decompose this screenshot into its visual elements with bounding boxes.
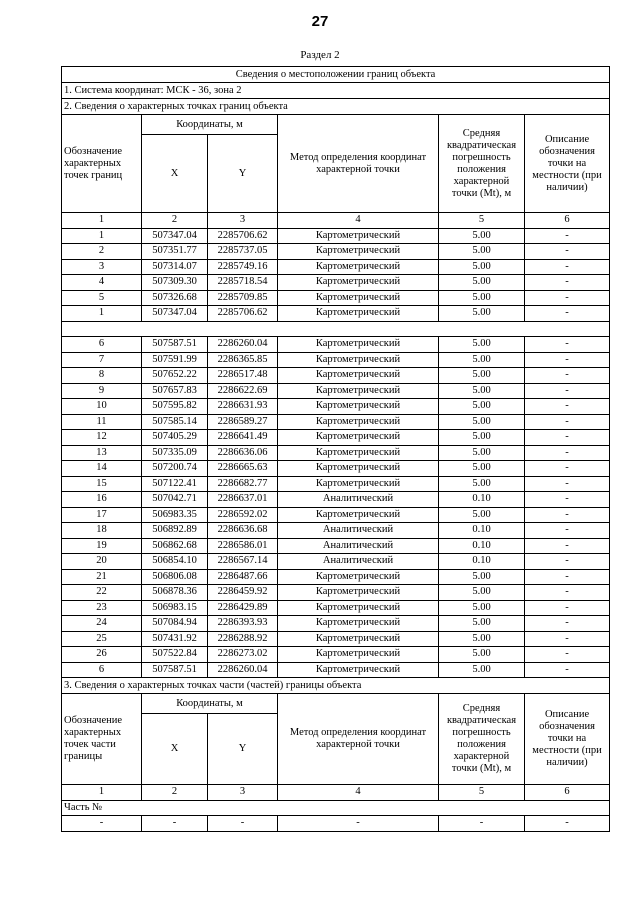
column-numbers-row	[62, 213, 610, 229]
header-method: Метод определения координат характерной точки	[278, 694, 439, 785]
table-row: 16 507042.71 2286637.01 Аналитический 0.10 -	[62, 492, 610, 508]
table-row: 14 507200.74 2286665.63 Картометрический 5.00 -	[62, 461, 610, 477]
header-coordinates: Координаты, м	[142, 694, 278, 714]
table-row: 17 506983.35 2286592.02 Картометрический 5.00 -	[62, 507, 610, 523]
table-row: - - - - - -	[62, 816, 610, 832]
col-number: 2	[142, 213, 208, 229]
col-number: 3	[208, 213, 278, 229]
table-row: 26 507522.84 2286273.02 Картометрический 5.00 -	[62, 647, 610, 663]
table-row: 12 507405.29 2286641.49 Картометрический 5.00 -	[62, 430, 610, 446]
header-y: Y	[208, 714, 278, 785]
table-row: 21 506806.08 2286487.66 Картометрический 5.00 -	[62, 569, 610, 585]
col-number: 1	[62, 785, 142, 801]
part-label: Часть №	[62, 800, 610, 816]
table-row: 9 507657.83 2286622.69 Картометрический 5.00 -	[62, 383, 610, 399]
boundary-table	[61, 66, 610, 832]
table-row: 1 507347.04 2285706.62 Картометрический 5.00 -	[62, 228, 610, 244]
section-label: Раздел 2	[300, 49, 340, 61]
coordinate-system: 1. Система координат: МСК - 36, зона 2	[62, 83, 610, 99]
table-row: 11 507585.14 2286589.27 Картометрический 5.00 -	[62, 414, 610, 430]
table-row: 20 506854.10 2286567.14 Аналитический 0.10 -	[62, 554, 610, 570]
section3-title: 3. Сведения о характерных точках части (частей) границы объекта	[62, 678, 610, 694]
table-row: 5 507326.68 2285709.85 Картометрический 5.00 -	[62, 290, 610, 306]
col-number: 4	[278, 785, 439, 801]
table-row: 13 507335.09 2286636.06 Картометрический 5.00 -	[62, 445, 610, 461]
header-designation: Обозначение характерных точек границ	[62, 115, 142, 213]
header-y: Y	[208, 135, 278, 213]
table-row: 22 506878.36 2286459.92 Картометрический 5.00 -	[62, 585, 610, 601]
table-row: 24 507084.94 2286393.93 Картометрический 5.00 -	[62, 616, 610, 632]
col-number: 6	[525, 213, 610, 229]
table-row: 4 507309.30 2285718.54 Картометрический 5.00 -	[62, 275, 610, 291]
table-row: 2 507351.77 2285737.05 Картометрический 5.00 -	[62, 244, 610, 260]
col-number: 2	[142, 785, 208, 801]
table-row: 3 507314.07 2285749.16 Картометрический 5.00 -	[62, 259, 610, 275]
section2-title: 2. Сведения о характерных точках границ объекта	[62, 99, 610, 115]
table-row: 23 506983.15 2286429.89 Картометрический 5.00 -	[62, 600, 610, 616]
header-x: X	[142, 135, 208, 213]
table-row: 19 506862.68 2286586.01 Аналитический 0.10 -	[62, 538, 610, 554]
header-designation: Обозначение характерных точек части границы	[62, 694, 142, 785]
table-row: 15 507122.41 2286682.77 Картометрический 5.00 -	[62, 476, 610, 492]
header-description: Описание обозначения точки на местности (при наличии)	[525, 115, 610, 213]
header-description: Описание обозначения точки на местности (при наличии)	[525, 694, 610, 785]
table-row: 1 507347.04 2285706.62 Картометрический 5.00 -	[62, 306, 610, 322]
col-number: 6	[525, 785, 610, 801]
table-row: 6 507587.51 2286260.04 Картометрический 5.00 -	[62, 337, 610, 353]
header-error: Средняя квадратическая погрешность положения характерной точки (Mt), м	[439, 694, 525, 785]
table-row: 7 507591.99 2286365.85 Картометрический 5.00 -	[62, 352, 610, 368]
col-number: 3	[208, 785, 278, 801]
table-row: 6 507587.51 2286260.04 Картометрический 5.00 -	[62, 662, 610, 678]
header-method: Метод определения координат характерной точки	[278, 115, 439, 213]
table-row: 25 507431.92 2286288.92 Картометрический 5.00 -	[62, 631, 610, 647]
col-number: 4	[278, 213, 439, 229]
table-row: 18 506892.89 2286636.68 Аналитический 0.10 -	[62, 523, 610, 539]
column-numbers-row	[62, 785, 610, 801]
header-error: Средняя квадратическая погрешность положения характерной точки (Mt), м	[439, 115, 525, 213]
col-number: 5	[439, 213, 525, 229]
table-row: 10 507595.82 2286631.93 Картометрический 5.00 -	[62, 399, 610, 415]
page-number: 27	[311, 13, 329, 30]
header-coordinates: Координаты, м	[142, 115, 278, 135]
table-row: 8 507652.22 2286517.48 Картометрический 5.00 -	[62, 368, 610, 384]
col-number: 1	[62, 213, 142, 229]
blank-separator-row	[62, 321, 610, 337]
header-x: X	[142, 714, 208, 785]
table-title: Сведения о местоположении границ объекта	[62, 67, 610, 83]
col-number: 5	[439, 785, 525, 801]
